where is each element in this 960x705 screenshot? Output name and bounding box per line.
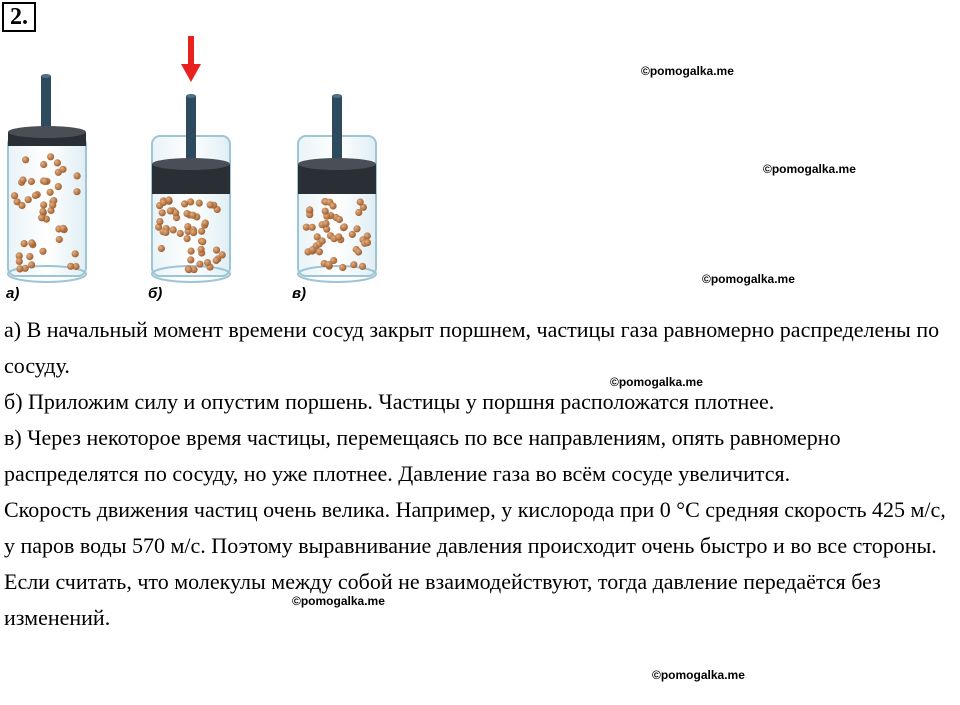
rod-c bbox=[332, 96, 342, 166]
gas-particle bbox=[306, 206, 313, 213]
gas-particle bbox=[196, 261, 203, 268]
gas-particle bbox=[187, 256, 194, 263]
watermark-4: ©pomogalka.me bbox=[610, 375, 703, 389]
figure-label-c: в) bbox=[292, 285, 307, 302]
gas-particle bbox=[309, 224, 316, 231]
gas-particle bbox=[162, 229, 169, 236]
gas-particle bbox=[199, 238, 206, 245]
gas-particle bbox=[28, 178, 35, 185]
figure-label-a: а) bbox=[6, 285, 20, 302]
gas-particle bbox=[60, 225, 67, 232]
gas-particle bbox=[40, 161, 47, 168]
watermark-5: ©pomogalka.me bbox=[292, 594, 385, 608]
gas-particle bbox=[22, 156, 29, 163]
gas-particle bbox=[47, 189, 54, 196]
gas-particle bbox=[330, 257, 337, 264]
piston-vessels-figure bbox=[0, 36, 400, 316]
gas-particle bbox=[54, 159, 61, 166]
gas-particle bbox=[67, 263, 74, 270]
gas-particle bbox=[11, 192, 18, 199]
gas-particle bbox=[359, 263, 366, 270]
rod-b bbox=[186, 96, 196, 166]
force-arrow-icon bbox=[181, 36, 201, 82]
paragraph-conclusion: Если считать, что молекулы между собой не взаимодействуют, тогда давление передаётся без изменений. bbox=[4, 569, 881, 630]
gas-particle bbox=[39, 248, 46, 255]
gas-particle bbox=[73, 188, 80, 195]
gas-particle bbox=[167, 207, 174, 214]
gas-particle bbox=[353, 225, 360, 232]
gas-particle bbox=[39, 208, 46, 215]
paragraph-speed: Скорость движения частиц очень велика. Например, у кислорода при 0 °С средняя скорость 425 м/с, у паров воды 570 м/с. Поэтому выравнивание давления происходит очень быстро и во все стороны. bbox=[4, 497, 946, 558]
gas-particle bbox=[309, 246, 316, 253]
gas-particle bbox=[184, 223, 191, 230]
gas-particle bbox=[322, 208, 329, 215]
gas-particle bbox=[357, 198, 364, 205]
paragraph-c: в) Через некоторое время частицы, перемещаясь по все направлениям, опять равномерно распределятся по сосуду, но уже плотнее. Давление газа во всём сосуде увеличится. bbox=[4, 425, 841, 486]
paragraph-a: а) В начальный момент времени сосуд закрыт поршнем, частицы газа равномерно распределены по сосуду. bbox=[4, 317, 940, 378]
paragraph-b: б) Приложим силу и опустим поршень. Частицы у поршня расположатся плотнее. bbox=[4, 389, 775, 414]
gas-particle bbox=[21, 240, 28, 247]
gas-particle bbox=[335, 233, 342, 240]
gas-particle bbox=[181, 200, 188, 207]
gas-particle bbox=[49, 202, 56, 209]
gas-particle bbox=[42, 178, 49, 185]
figure-label-b: б) bbox=[148, 285, 163, 302]
gas-particle bbox=[364, 239, 371, 246]
gas-particle bbox=[202, 219, 209, 226]
gas-particle bbox=[219, 251, 226, 258]
gas-particle bbox=[196, 200, 203, 207]
watermark-2: ©pomogalka.me bbox=[763, 162, 856, 176]
gas-particle bbox=[26, 253, 33, 260]
gas-particle bbox=[47, 153, 54, 160]
gas-particle bbox=[213, 257, 220, 264]
gas-particle bbox=[198, 228, 205, 235]
watermark-3: ©pomogalka.me bbox=[702, 272, 795, 286]
gas-particle bbox=[188, 248, 195, 255]
gas-particle bbox=[55, 183, 62, 190]
gas-particle bbox=[28, 239, 35, 246]
gas-particle bbox=[213, 247, 220, 254]
gas-particle bbox=[207, 201, 214, 208]
gas-particle bbox=[25, 196, 32, 203]
gas-particle bbox=[184, 235, 191, 242]
gas-particle bbox=[330, 202, 337, 209]
gas-particle bbox=[355, 248, 362, 255]
gas-particle bbox=[336, 216, 343, 223]
gas-particle bbox=[38, 214, 45, 221]
gas-particle bbox=[159, 209, 166, 216]
gas-particle bbox=[319, 237, 326, 244]
gas-particle bbox=[170, 226, 177, 233]
gas-particle bbox=[190, 229, 197, 236]
watermark-1: ©pomogalka.me bbox=[641, 64, 734, 78]
gas-particle bbox=[156, 218, 163, 225]
gas-particle bbox=[204, 259, 211, 266]
watermark-6: ©pomogalka.me bbox=[652, 668, 745, 682]
gas-particle bbox=[350, 261, 357, 268]
solution-text bbox=[4, 312, 954, 636]
gas-particle bbox=[341, 223, 348, 230]
gas-particle bbox=[185, 266, 192, 273]
gas-particle bbox=[316, 248, 323, 255]
problem-number: 2. bbox=[2, 2, 36, 32]
gas-particle bbox=[177, 230, 184, 237]
gas-particle bbox=[19, 176, 26, 183]
gas-particle bbox=[32, 192, 39, 199]
gas-particle bbox=[349, 231, 356, 238]
vessel-a bbox=[8, 74, 86, 282]
gas-particle bbox=[322, 220, 329, 227]
gas-particle bbox=[74, 172, 81, 179]
gas-particle bbox=[339, 264, 346, 271]
gas-particle bbox=[59, 166, 66, 173]
gas-particle bbox=[160, 199, 167, 206]
gas-particle bbox=[40, 201, 47, 208]
gas-particle bbox=[28, 261, 35, 268]
vessel-b bbox=[152, 94, 230, 282]
gas-particle bbox=[72, 250, 79, 257]
gas-particle bbox=[16, 258, 23, 265]
gas-particle bbox=[198, 246, 205, 253]
gas-particle bbox=[56, 236, 63, 243]
gas-particle bbox=[16, 265, 23, 272]
gas-particle bbox=[189, 212, 196, 219]
vessel-c bbox=[298, 94, 376, 282]
gas-particle bbox=[158, 245, 165, 252]
